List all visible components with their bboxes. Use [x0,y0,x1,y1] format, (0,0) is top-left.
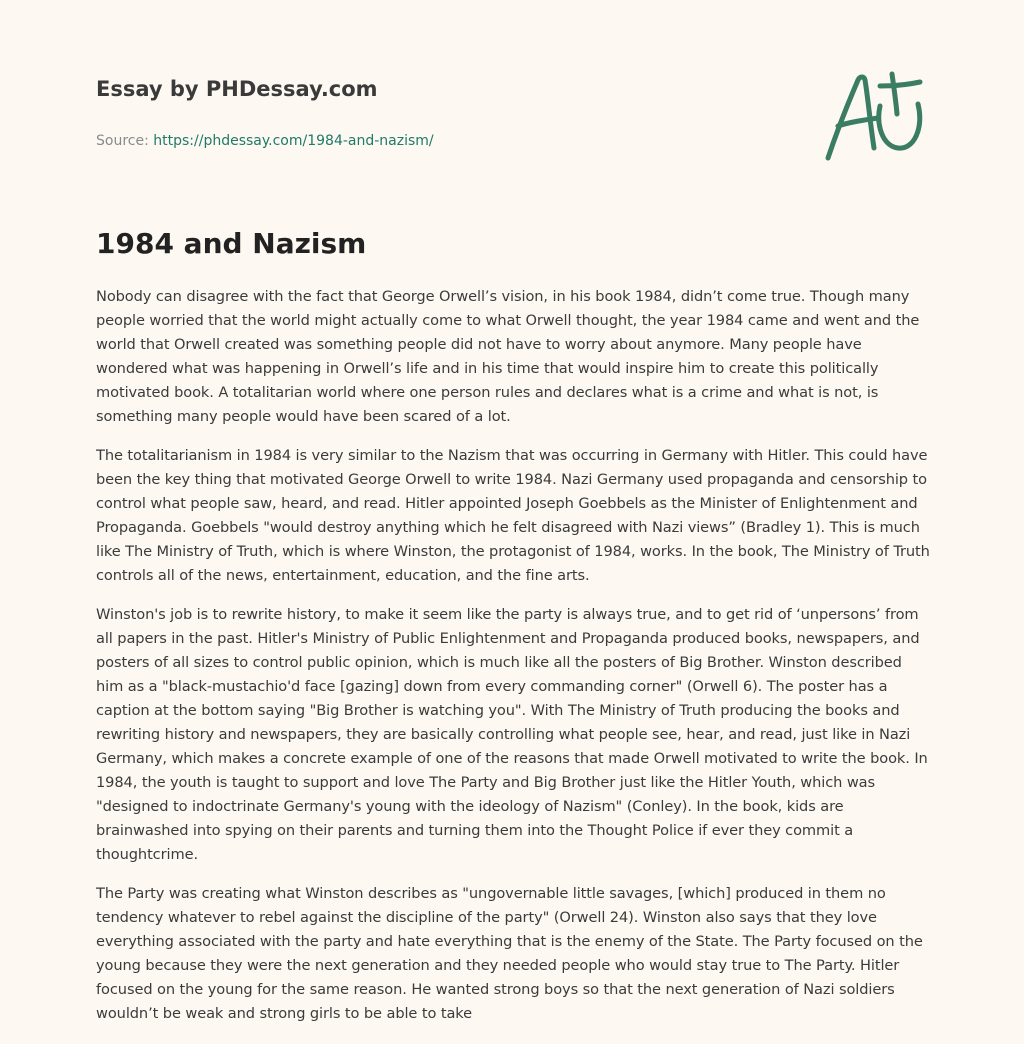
paragraph: Nobody can disagree with the fact that George Orwell’s vision, in his book 1984, didn’t come true. Though many people worried that the world might actually come to what Orwell thought, the year 1984 came and went and the world that Orwell created was something people did not have to worry about anymore. Many people have wondered what was happening in Orwell’s life and in his time that would inspire him to create this politically motivated book. A totalitarian world where one person rules and declares what is a crime and what is not, is something many people would have been scared of a lot. [96,288,920,425]
site-title: Essay by PHDessay.com [96,77,378,101]
source-label: Source: [96,133,149,149]
article-body [96,285,932,1041]
source-link[interactable]: https://phdessay.com/1984-and-nazism/ [153,133,434,149]
article-title: 1984 and Nazism [96,227,367,260]
paragraph: The Party was creating what Winston describes as "ungovernable little savages, [which] produced in them no tendency whatever to rebel against the discipline of the party" (Orwell 24). Winston also says that they love everything associated with the party and hate everything that is the enemy of the State. The Party focused on the young because they were the next generation and they needed people who would stay true to The Party. Hitler focused on the young for the same reason. He wanted strong boys so that the next generation of Nazi soldiers wouldn’t be weak and strong girls to be able to take [96,885,923,1022]
paragraph: The totalitarianism in 1984 is very similar to the Nazism that was occurring in Germany with Hitler. This could have been the key thing that motivated George Orwell to write 1984. Nazi Germany used propaganda and censorship to control what people saw, heard, and read. Hitler appointed Joseph Goebbels as the Minister of Enlightenment and Propaganda. Goebbels "would destroy anything which he felt disagreed with Nazi views” (Bradley 1). This is much like The Ministry of Truth, which is where Winston, the protagonist of 1984, works. In the book, The Ministry of Truth controls all of the news, entertainment, education, and the fine arts. [96,447,930,584]
page-header [96,74,696,150]
paragraph: Winston's job is to rewrite history, to make it seem like the party is always true, and to get rid of ‘unpersons’ from all papers in the past. Hitler's Ministry of Public Enlightenment and Propaganda produced books, newspapers, and posters of all sizes to control public opinion, which is much like all the posters of Big Brother. Winston described him as a "black-mustachio'd face [gazing] down from every commanding corner" (Orwell 6). The poster has a caption at the bottom saying "Big Brother is watching you". With The Ministry of Truth producing the books and rewriting history and newspapers, they are basically controlling what people see, hear, and read, just like in Nazi Germany, which makes a concrete example of one of the reasons that made Orwell motivated to write the book. In 1984, the youth is taught to support and love The Party and Big Brother just like the Hitler Youth, which was "designed to indoctrinate Germany's young with the ideology of Nazism" (Conley). In the book, kids are brainwashed into spying on their parents and turning them into the Thought Police if ever they commit a thoughtcrime. [96,606,928,863]
a-plus-logo-icon [820,64,930,168]
source-line [96,132,696,150]
